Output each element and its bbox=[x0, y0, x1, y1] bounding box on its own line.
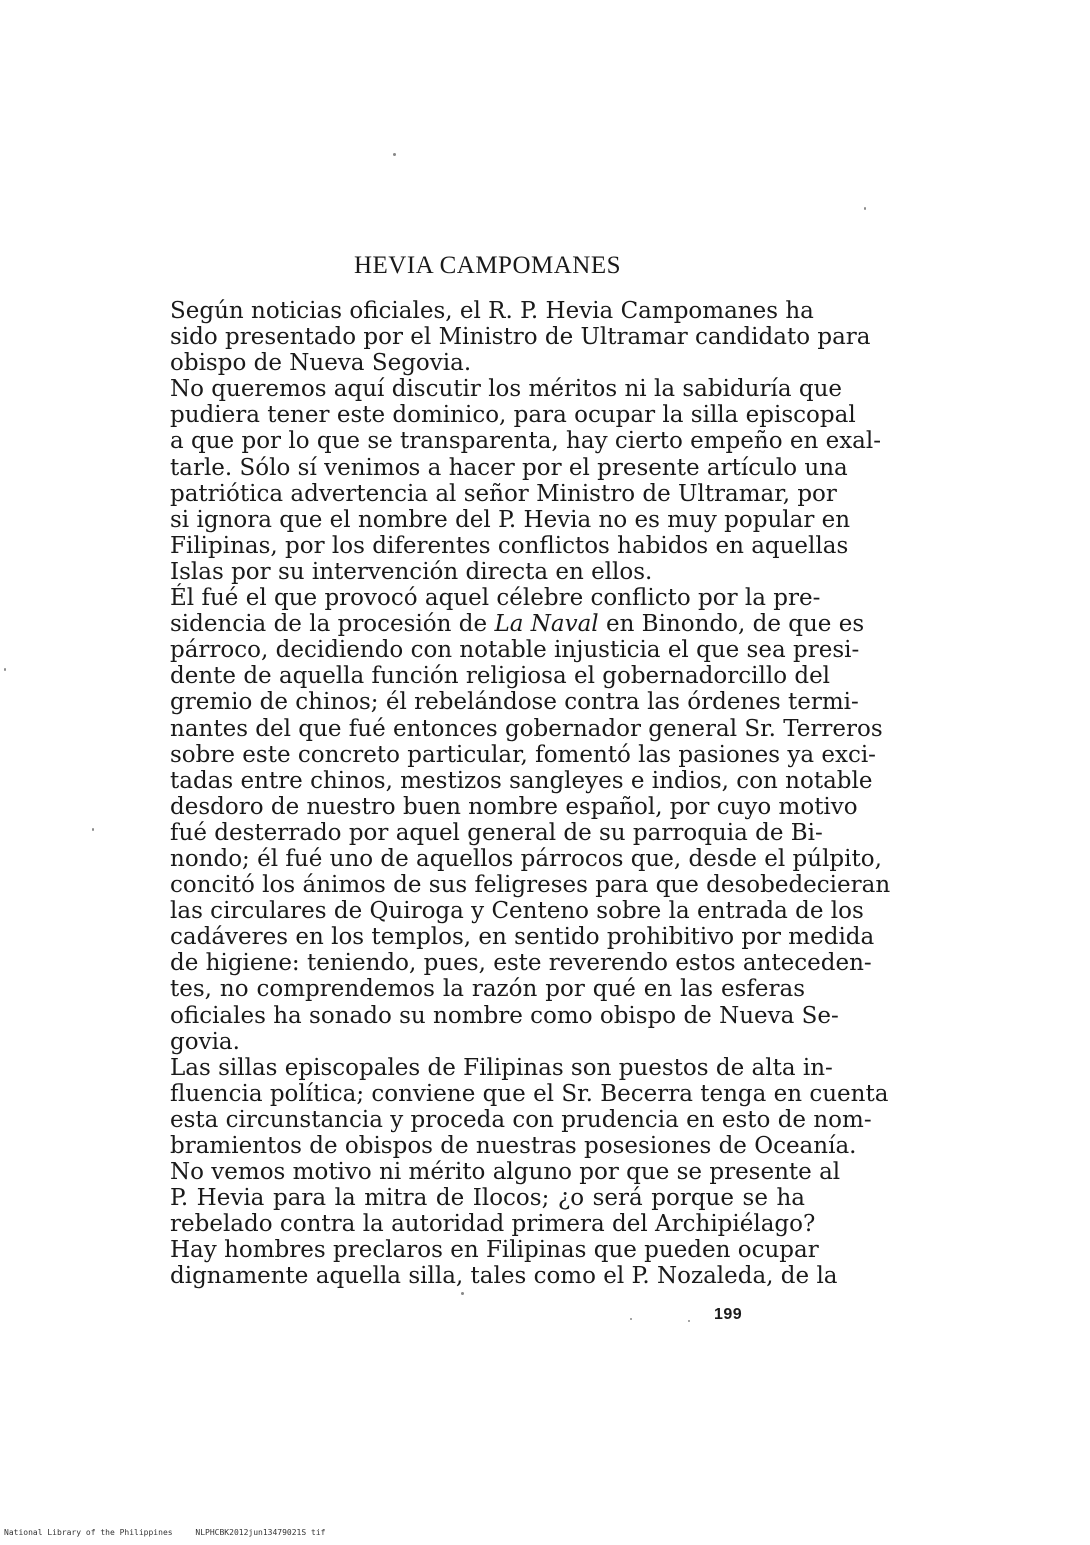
text-line: desdoro de nuestro buen nombre español, por cuyo motivo bbox=[170, 793, 858, 820]
text-line: tadas entre chinos, mestizos sangleyes e indios, con notable bbox=[170, 767, 873, 794]
text-line-with-italic bbox=[170, 611, 865, 638]
text-line: Islas por su intervención directa en ellos. bbox=[170, 558, 653, 585]
scan-speck bbox=[461, 1292, 464, 1295]
text-line: oficiales ha sonado su nombre como obispo de Nueva Se- bbox=[170, 1002, 839, 1029]
scan-speck bbox=[92, 828, 94, 831]
article-body bbox=[170, 298, 891, 1290]
article-title: HEVIA CAMPOMANES bbox=[353, 252, 622, 279]
paragraph-2 bbox=[170, 376, 882, 585]
scan-footer bbox=[4, 1528, 343, 1537]
italic-title-la-naval: La Naval bbox=[494, 611, 599, 638]
text-line: sobre este concreto particular, fomentó las pasiones ya exci- bbox=[170, 741, 876, 768]
text-line: nondo; él fué uno de aquellos párrocos que, desde el púlpito, bbox=[170, 845, 882, 872]
footer-file-id: NLPHCBK2012jun13479021S tif bbox=[195, 1528, 326, 1537]
text-line: a que por lo que se transparenta, hay cierto empeño en exal- bbox=[170, 428, 882, 455]
text-line: si ignora que el nombre del P. Hevia no es muy popular en bbox=[170, 506, 851, 533]
text-line: párroco, decidiendo con notable injusticia el que sea presi- bbox=[170, 637, 860, 664]
text-line: Las sillas episcopales de Filipinas son puestos de alta in- bbox=[170, 1054, 833, 1081]
text-line: Él fué el que provocó aquel célebre conflicto por la pre- bbox=[170, 585, 821, 612]
scan-speck bbox=[688, 1320, 690, 1322]
text-line: rebelado contra la autoridad primera del Archipiélago? bbox=[170, 1211, 816, 1238]
text-line: bramientos de obispos de nuestras posesiones de Oceanía. bbox=[170, 1133, 857, 1159]
paragraph-1 bbox=[170, 298, 871, 377]
text-line: esta circunstancia y proceda con prudencia en esto de nom- bbox=[170, 1106, 872, 1133]
text-line: fluencia política; conviene que el Sr. Becerra tenga en cuenta bbox=[170, 1080, 889, 1107]
text-line: Según noticias oficiales, el R. P. Hevia Campomanes ha bbox=[170, 298, 814, 324]
footer-library: National Library of the Philippines bbox=[4, 1528, 173, 1537]
text-line: gremio de chinos; él rebelándose contra las órdenes termi- bbox=[170, 689, 859, 716]
text-line: patriótica advertencia al señor Ministro de Ultramar, por bbox=[170, 480, 837, 507]
text-line: No queremos aquí discutir los méritos ni la sabiduría que bbox=[170, 376, 843, 403]
scan-speck bbox=[393, 153, 396, 156]
text-line: concitó los ánimos de sus feligreses para que desobedecieran bbox=[170, 872, 891, 899]
text-line: Hay hombres preclaros en Filipinas que pueden ocupar bbox=[170, 1237, 819, 1264]
paragraph-3 bbox=[170, 585, 891, 1055]
text-line: obispo de Nueva Segovia. bbox=[170, 350, 472, 377]
text-line: de higiene: teniendo, pues, este reverendo estos anteceden- bbox=[170, 950, 872, 977]
text-line: las circulares de Quiroga y Centeno sobre la entrada de los bbox=[170, 898, 864, 925]
text-line: tarle. Sólo sí venimos a hacer por el presente artículo una bbox=[170, 454, 848, 481]
text-line: pudiera tener este dominico, para ocupar la silla episcopal bbox=[170, 402, 856, 429]
text-line: No vemos motivo ni mérito alguno por que se presente al bbox=[170, 1159, 841, 1186]
text-segment: en Binondo, de que es bbox=[598, 611, 865, 638]
text-line: P. Hevia para la mitra de Ilocos; ¿o será porque se ha bbox=[170, 1185, 805, 1212]
scan-speck bbox=[630, 1318, 632, 1320]
text-line: sido presentado por el Ministro de Ultramar candidato para bbox=[170, 324, 871, 351]
text-segment: sidencia de la procesión de bbox=[170, 611, 495, 638]
text-line: dente de aquella función religiosa el gobernadorcillo del bbox=[170, 663, 831, 690]
text-line: nantes del que fué entonces gobernador general Sr. Terreros bbox=[170, 715, 883, 742]
text-line: Filipinas, por los diferentes conflictos habidos en aquellas bbox=[170, 532, 849, 559]
paragraph-6 bbox=[170, 1237, 838, 1290]
text-line: govia. bbox=[170, 1028, 240, 1055]
text-line: tes, no comprendemos la razón por qué en las esferas bbox=[170, 976, 805, 1003]
text-line: fué desterrado por aquel general de su parroquia de Bi- bbox=[170, 819, 823, 846]
scan-speck bbox=[864, 207, 866, 210]
text-line: cadáveres en los templos, en sentido prohibitivo por medida bbox=[170, 924, 875, 951]
scan-speck bbox=[4, 668, 6, 671]
paragraph-5 bbox=[170, 1159, 841, 1238]
page-number: 199 bbox=[714, 1306, 743, 1323]
paragraph-4 bbox=[170, 1054, 889, 1159]
text-line: dignamente aquella silla, tales como el P. Nozaleda, de la bbox=[170, 1263, 838, 1290]
